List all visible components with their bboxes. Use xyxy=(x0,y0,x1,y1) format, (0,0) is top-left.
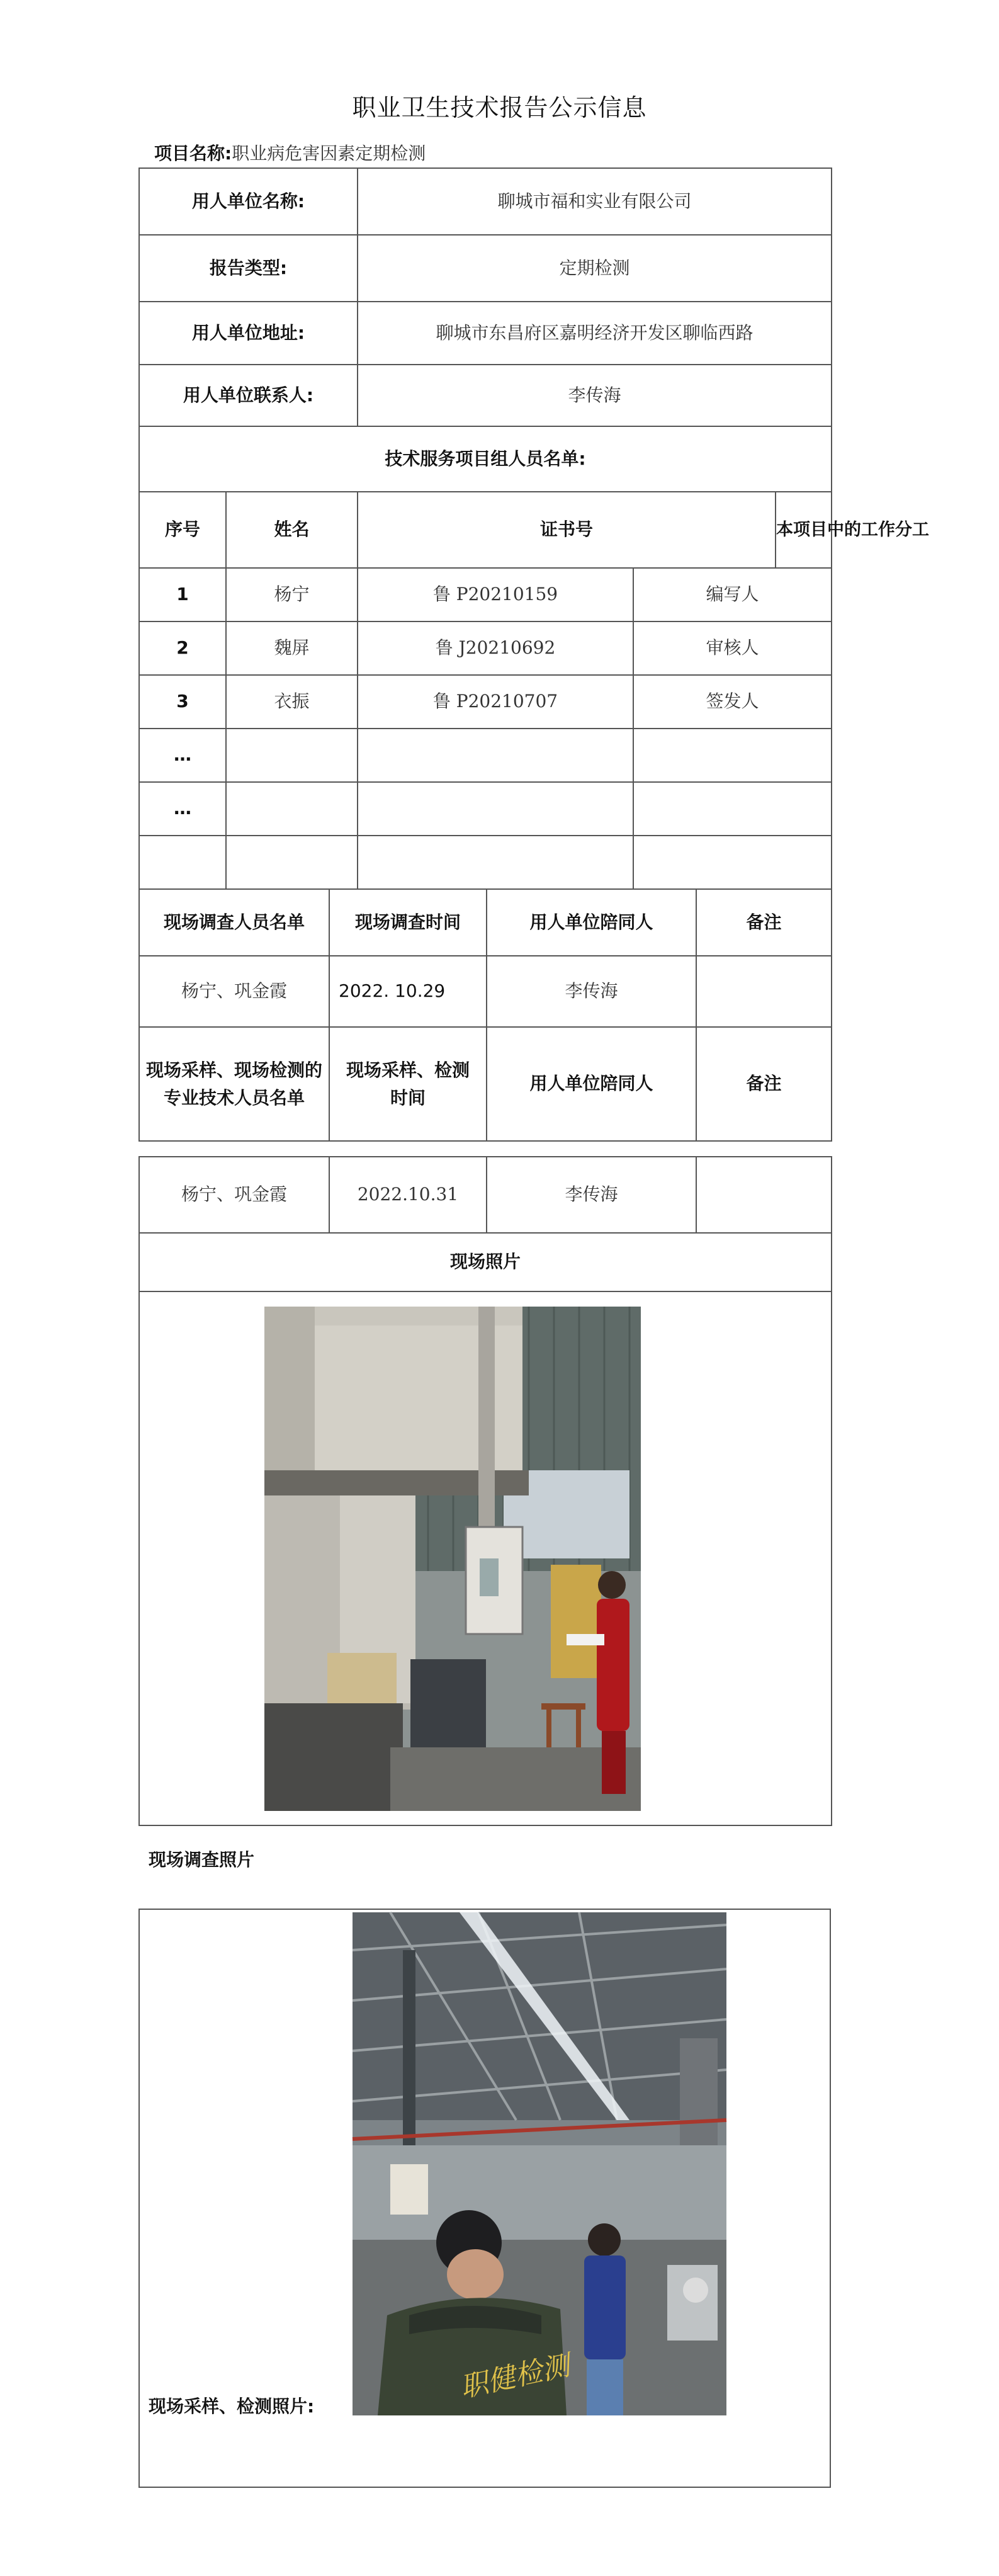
project-label: 项目名称: xyxy=(154,143,232,164)
team-row-role xyxy=(633,836,832,889)
survey-table xyxy=(138,888,832,1142)
team-row-role: 审核人 xyxy=(633,621,832,675)
team-row-name xyxy=(226,782,358,836)
team-header-role: 本项目中的工作分工 xyxy=(776,492,832,568)
team-row-no: … xyxy=(139,782,226,836)
team-row-cert: 鲁 P20210159 xyxy=(358,568,633,621)
sampling-header-note: 备注 xyxy=(696,1027,832,1141)
team-row-cert xyxy=(358,782,633,836)
team-row-name xyxy=(226,836,358,889)
sampling-header-time: 现场采样、检测时间 xyxy=(329,1027,487,1141)
unit-contact-label: 用人单位联系人: xyxy=(139,365,358,426)
sampling-photo-caption: 现场采样、检测照片: xyxy=(149,2396,315,2417)
survey-header-escort: 用人单位陪同人 xyxy=(487,889,696,956)
team-row-role: 编写人 xyxy=(633,568,832,621)
team-row-role xyxy=(633,782,832,836)
project-name xyxy=(154,140,426,165)
team-title: 技术服务项目组人员名单: xyxy=(139,426,832,492)
unit-contact-value: 李传海 xyxy=(358,365,832,426)
survey-people: 杨宁、巩金霞 xyxy=(139,956,329,1027)
team-header-name: 姓名 xyxy=(226,492,358,568)
team-row-no: 3 xyxy=(139,675,226,729)
info-table xyxy=(138,167,930,569)
team-row-no xyxy=(139,836,226,889)
sampling-people: 杨宁、巩金霞 xyxy=(139,1157,329,1233)
unit-name-value: 聊城市福和实业有限公司 xyxy=(358,168,832,235)
sampling-header-people: 现场采样、现场检测的专业技术人员名单 xyxy=(139,1027,329,1141)
team-row-name xyxy=(226,729,358,782)
report-type-value: 定期检测 xyxy=(358,235,832,302)
team-table xyxy=(138,567,832,890)
survey-header-note: 备注 xyxy=(696,889,832,956)
sampling-time: 2022.10.31 xyxy=(329,1157,487,1233)
photos-section-title: 现场照片 xyxy=(139,1233,832,1291)
team-row-cert xyxy=(358,729,633,782)
survey-time: 2022. 10.29 xyxy=(329,956,487,1027)
team-row-role xyxy=(633,729,832,782)
team-row-name: 衣振 xyxy=(226,675,358,729)
survey-photo-caption: 现场调查照片 xyxy=(149,1849,255,1870)
team-row-no: … xyxy=(139,729,226,782)
sampling-note xyxy=(696,1157,832,1233)
team-row-role: 签发人 xyxy=(633,675,832,729)
sampling-photo xyxy=(353,1912,726,2415)
team-row-name: 魏屏 xyxy=(226,621,358,675)
survey-escort: 李传海 xyxy=(487,956,696,1027)
survey-note xyxy=(696,956,832,1027)
project-value: 职业病危害因素定期检测 xyxy=(232,143,426,164)
sampling-escort: 李传海 xyxy=(487,1157,696,1233)
sampling-header-escort: 用人单位陪同人 xyxy=(487,1027,696,1141)
team-row-cert: 鲁 P20210707 xyxy=(358,675,633,729)
team-header-cert: 证书号 xyxy=(358,492,776,568)
unit-address-value: 聊城市东昌府区嘉明经济开发区聊临西路 xyxy=(358,302,832,365)
team-row-no: 1 xyxy=(139,568,226,621)
survey-header-time: 现场调查时间 xyxy=(329,889,487,956)
survey-header-people: 现场调查人员名单 xyxy=(139,889,329,956)
team-row-no: 2 xyxy=(139,621,226,675)
team-row-cert: 鲁 J20210692 xyxy=(358,621,633,675)
jacket-text: 职健检测 xyxy=(457,2349,573,2404)
page-title: 职业卫生技术报告公示信息 xyxy=(352,94,647,122)
team-header-no: 序号 xyxy=(139,492,226,568)
team-row-cert xyxy=(358,836,633,889)
survey-photo xyxy=(264,1307,641,1811)
report-type-label: 报告类型: xyxy=(139,235,358,302)
unit-name-label: 用人单位名称: xyxy=(139,168,358,235)
unit-address-label: 用人单位地址: xyxy=(139,302,358,365)
team-row-name: 杨宁 xyxy=(226,568,358,621)
